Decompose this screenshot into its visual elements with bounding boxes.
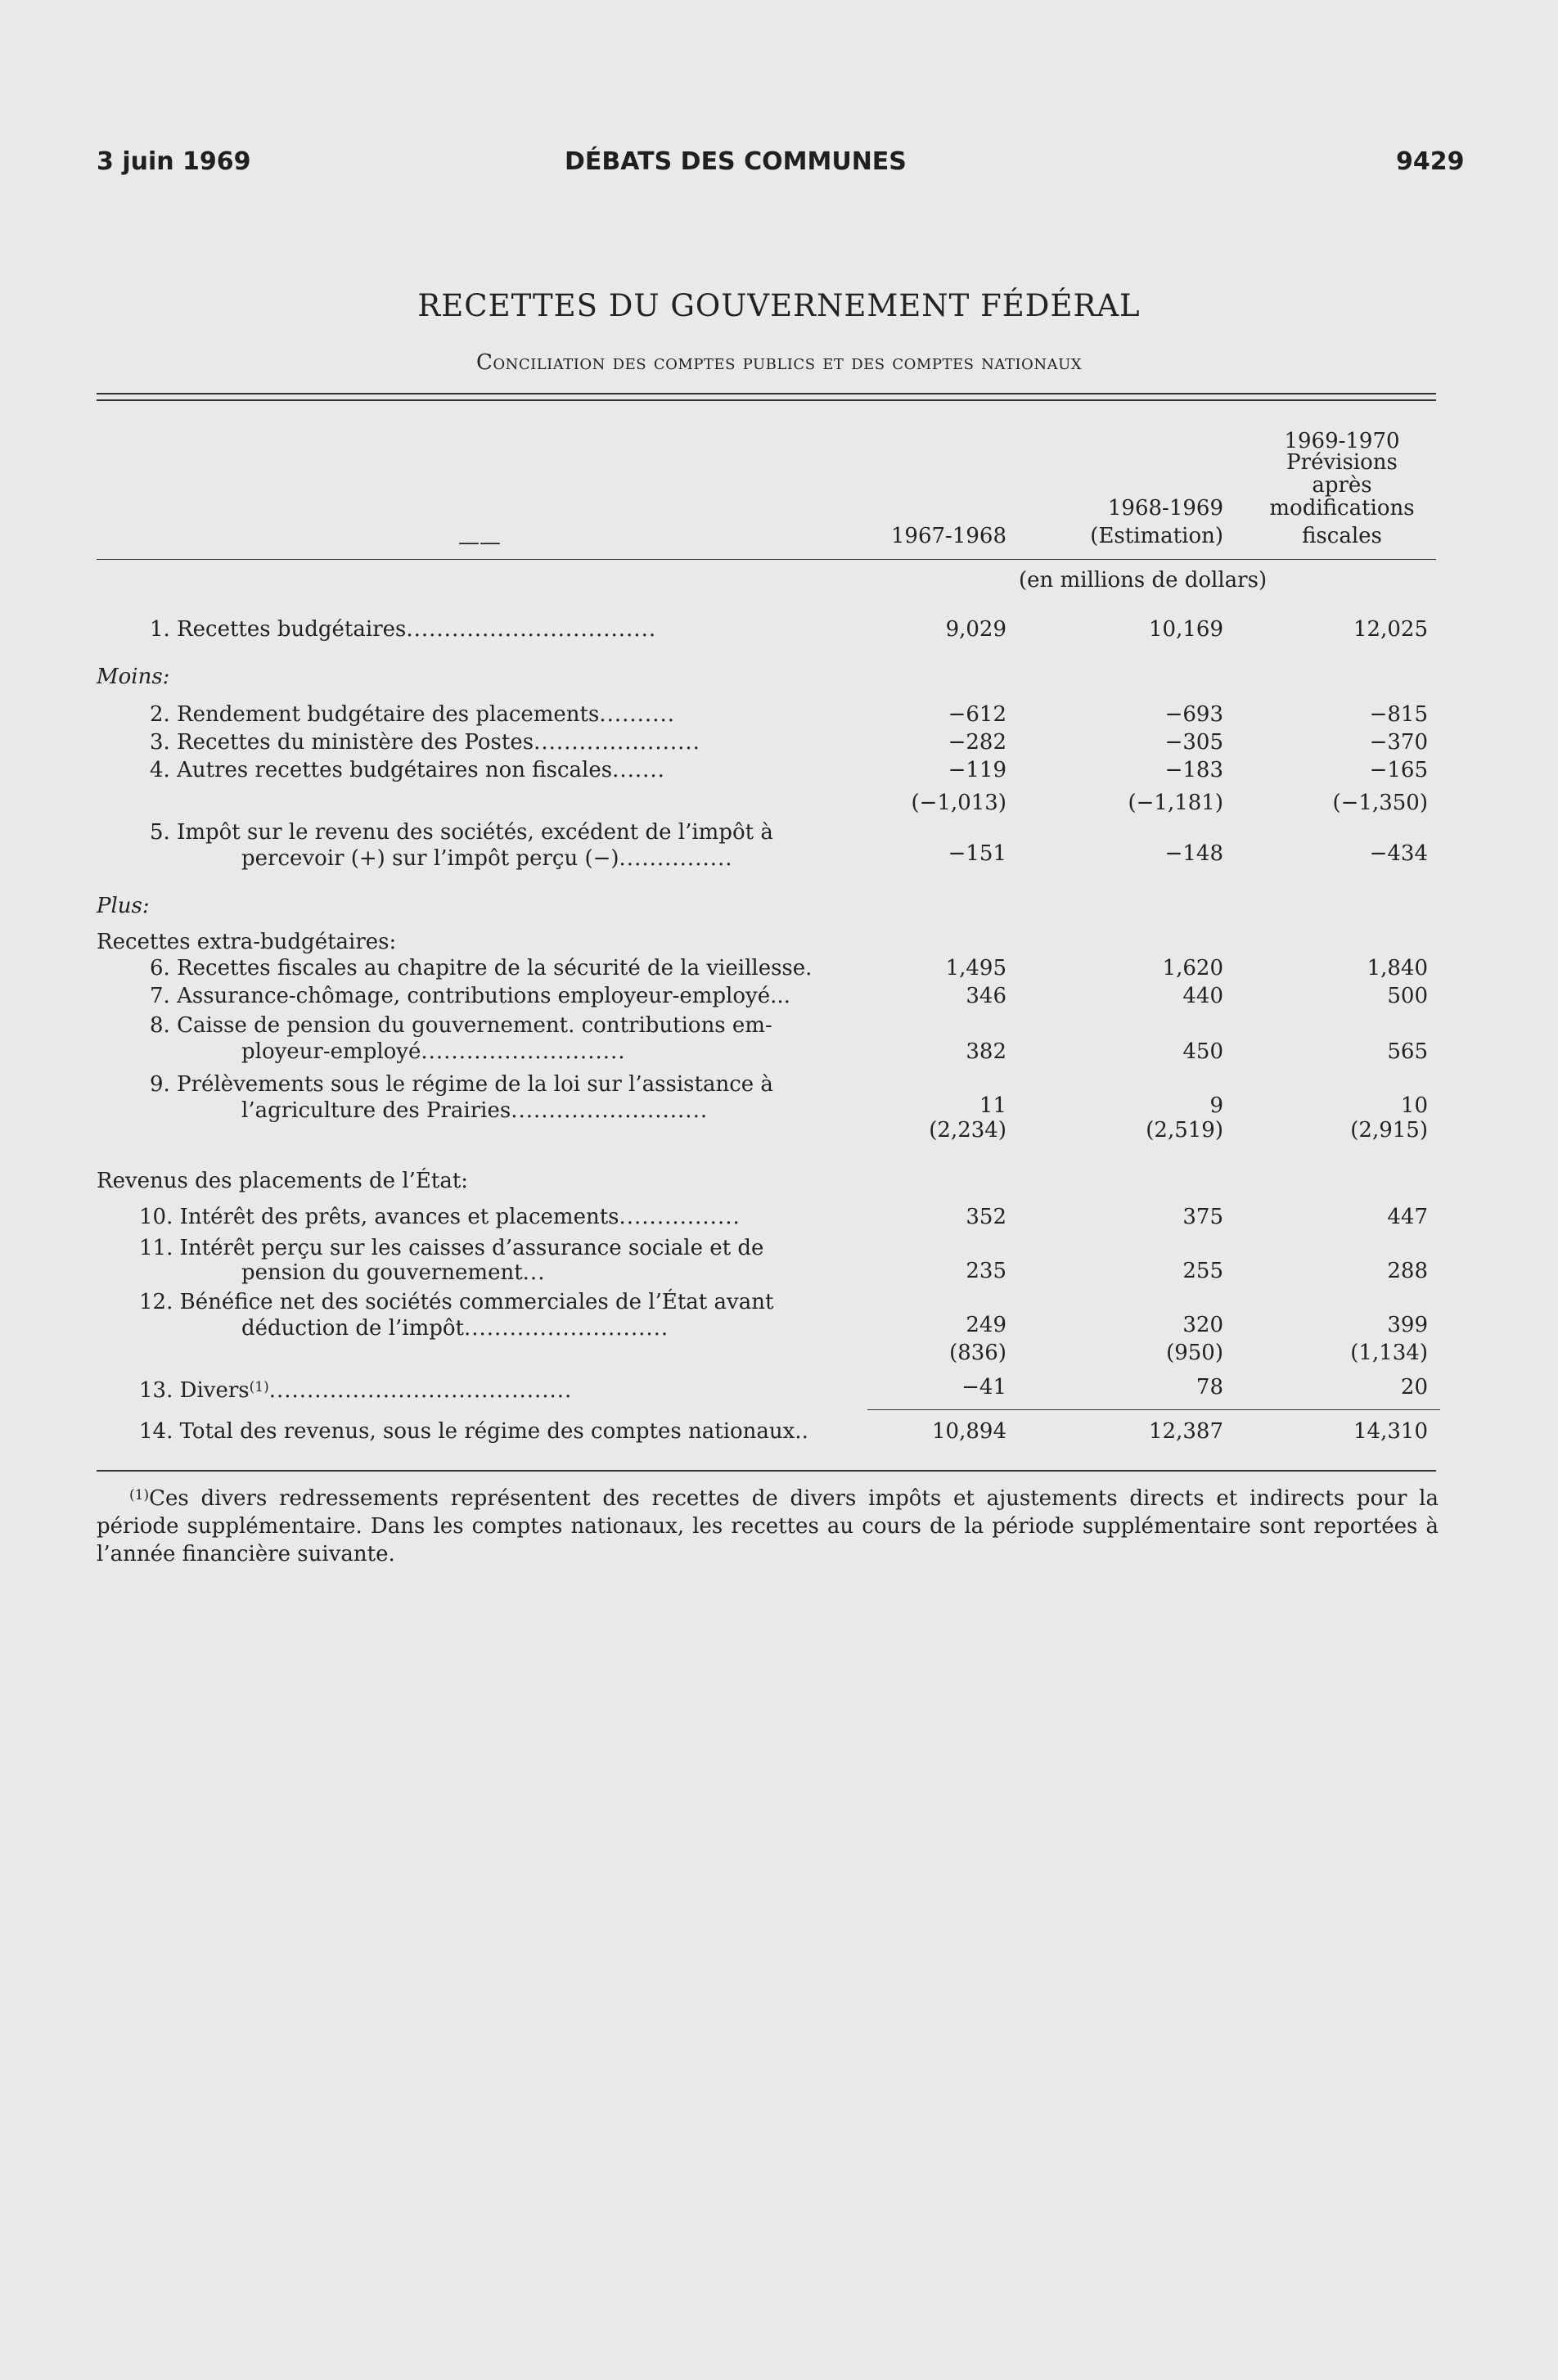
row-8-label-line1: 8. Caisse de pension du gouvernement. contributions em- [150,1013,772,1038]
row-1-c1: 9,029 [945,617,1006,642]
col-header-1968-estimation: (Estimation) [1090,524,1223,548]
row-7-label: 7. Assurance-chômage, contributions employeur-employé... [150,984,790,1008]
row-3-c2: −305 [1164,730,1223,755]
moins-label: Moins: [97,665,170,689]
header-date: 3 juin 1969 [97,147,251,176]
subtotal-3-c3: (1,134) [1350,1341,1428,1365]
row-14-label: 14. Total des revenus, sous le régime des comptes nationaux.. [139,1419,808,1444]
top-rule [97,393,1436,394]
subtotal-3-c2: (950) [1166,1341,1223,1365]
header-title: DÉBATS DES COMMUNES [565,147,907,176]
row-2-label: 2. Rendement budgétaire des placements.......... [150,702,675,727]
subtotal-1-c3: (−1,350) [1332,791,1428,815]
row-1-c2: 10,169 [1149,617,1223,642]
row-11-c3: 288 [1387,1259,1428,1283]
top-rule-2 [97,399,1436,401]
table-subtitle: Conciliation des comptes publics et des comptes nationaux [475,350,1083,375]
row-3-c3: −370 [1369,730,1428,755]
row-13-c1: −41 [961,1375,1006,1400]
row-5-c1: −151 [948,841,1006,866]
plus-label: Plus: [97,894,150,918]
row-9-label-line2: l’agriculture des Prairies.......................... [241,1098,709,1123]
row-2-c1: −612 [948,702,1006,727]
row-4-c2: −183 [1164,758,1223,782]
row-14-c3: 14,310 [1353,1419,1428,1444]
row-10-c1: 352 [966,1205,1006,1229]
row-12-label-line1: 12. Bénéfice net des sociétés commerciales de l’État avant [139,1290,774,1314]
row-6-label: 6. Recettes fiscales au chapitre de la sécurité de la vieillesse. [150,956,813,980]
subtotal-2-c1: (2,234) [929,1118,1006,1143]
row-7-c3: 500 [1387,984,1428,1008]
row-7-c1: 346 [966,984,1006,1008]
col-header-1968: 1968-1969 [1107,496,1223,521]
col-header-modifications: modifications [1269,496,1415,521]
row-7-c2: 440 [1182,984,1223,1008]
total-rule [867,1409,1440,1410]
row-5-c3: −434 [1369,841,1428,866]
row-9-c2: 9 [1209,1093,1223,1118]
page-number: 9429 [1396,147,1465,176]
subtotal-2-c3: (2,915) [1350,1118,1428,1143]
row-6-c3: 1,840 [1367,956,1428,980]
header-rule [97,559,1436,560]
revenus-heading: Revenus des placements de l’État: [97,1169,469,1193]
subtotal-1-c1: (−1,013) [911,791,1006,815]
col-header-1967: 1967-1968 [890,524,1006,548]
subtotal-2-c2: (2,519) [1146,1118,1223,1143]
row-13-c3: 20 [1400,1375,1428,1400]
row-3-label: 3. Recettes du ministère des Postes...................... [150,730,700,755]
col-header-1969: 1969-1970 [1284,429,1400,453]
col-header-apres: après [1312,473,1372,498]
row-9-c1: 11 [979,1093,1006,1118]
row-12-c3: 399 [1387,1313,1428,1337]
row-10-c2: 375 [1182,1205,1223,1229]
stub-dash: —— [458,530,501,555]
row-2-c3: −815 [1369,702,1428,727]
row-9-label-line1: 9. Prélèvements sous le régime de la loi sur l’assistance à [150,1072,773,1097]
row-8-c3: 565 [1387,1039,1428,1064]
row-2-c2: −693 [1164,702,1223,727]
footnote-ref: (1) [249,1379,269,1395]
row-5-c2: −148 [1164,841,1223,866]
footnote [97,1481,1439,1568]
row-10-c3: 447 [1387,1205,1428,1229]
extra-budget-heading: Recettes extra-budgétaires: [97,930,397,954]
subtotal-3-c1: (836) [949,1341,1006,1365]
row-4-label: 4. Autres recettes budgétaires non fiscales....... [150,758,665,782]
row-11-label-line1: 11. Intérêt perçu sur les caisses d’assurance sociale et de [139,1236,764,1260]
bottom-rule [97,1470,1436,1472]
row-12-c1: 249 [966,1313,1006,1337]
row-5-label-line1: 5. Impôt sur le revenu des sociétés, excédent de l’impôt à [150,820,773,845]
row-8-c2: 450 [1182,1039,1223,1064]
unit-label: (en millions de dollars) [1019,568,1268,593]
row-12-label-line2: déduction de l’impôt........................... [241,1316,669,1341]
row-4-c1: −119 [948,758,1006,782]
footnote-mark: (1) [129,1487,150,1503]
row-14-c2: 12,387 [1149,1419,1223,1444]
subtotal-1-c2: (−1,181) [1128,791,1223,815]
row-4-c3: −165 [1369,758,1428,782]
row-6-c2: 1,620 [1162,956,1223,980]
row-14-c1: 10,894 [932,1419,1006,1444]
col-header-previsions: Prévisions [1286,450,1398,475]
row-1-c3: 12,025 [1353,617,1428,642]
row-6-c1: 1,495 [945,956,1006,980]
row-9-c3: 10 [1400,1093,1428,1118]
row-12-c2: 320 [1182,1313,1223,1337]
row-8-c1: 382 [966,1039,1006,1064]
row-13-c2: 78 [1196,1375,1223,1400]
col-header-fiscales: fiscales [1302,524,1382,548]
row-11-c2: 255 [1182,1259,1223,1283]
row-13-label: 13. Divers$^{(1)}$........................................ [139,1378,573,1403]
row-11-c1: 235 [966,1259,1006,1283]
row-10-label: 10. Intérêt des prêts, avances et placements................ [139,1205,741,1229]
row-1-label: 1. Recettes budgétaires................................. [150,617,657,642]
row-3-c1: −282 [948,730,1006,755]
row-11-label-line2: pension du gouvernement... [241,1260,546,1285]
row-5-label-line2: percevoir (+) sur l’impôt perçu (−)............... [241,846,733,871]
table-title: RECETTES DU GOUVERNEMENT FÉDÉRAL [417,288,1141,323]
row-8-label-line2: ployeur-employé........................... [241,1039,626,1064]
footnote-text: Ces divers redressements représentent des recettes de divers impôts et ajustements directs et indirects pour la période supplémentaire. Dans les comptes nationaux, les recettes au cours de la période supplémentaire sont reportées à l’année financière suivante. [97,1486,1439,1566]
